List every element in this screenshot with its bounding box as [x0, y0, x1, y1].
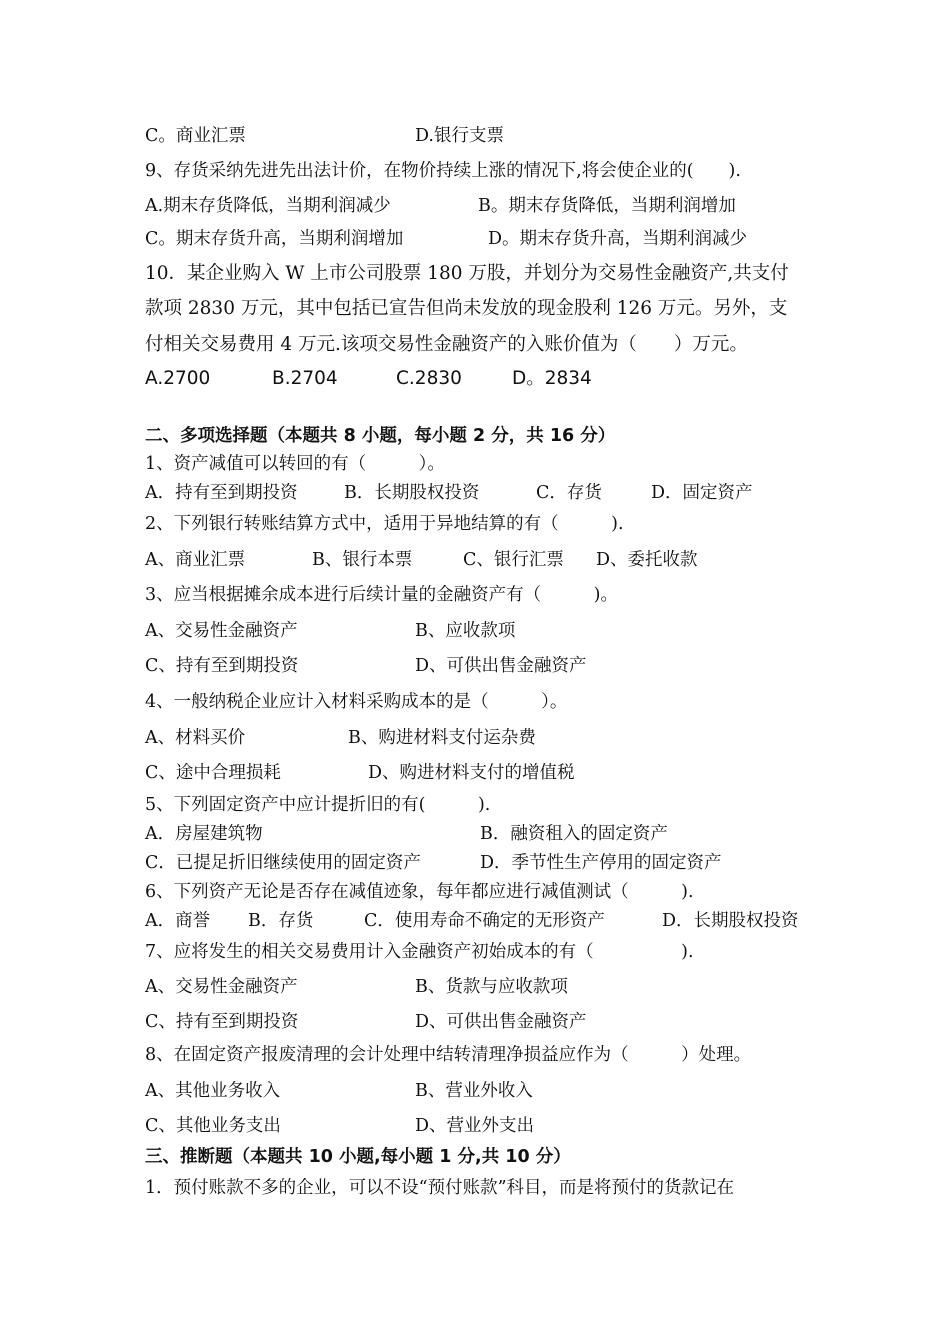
s2-q8-stem: 8、在固定资产报废清理的会计处理中结转清理净损益应作为（ ）处理。	[145, 1045, 752, 1065]
s2-q4-option-d: D、购进材料支付的增值税	[368, 763, 575, 783]
s2-q7-option-d: D、可供出售金融资产	[415, 1012, 587, 1032]
s2-q5-option-b: B．融资租入的固定资产	[480, 824, 668, 844]
s3-q1-line-1: 1．预付账款不多的企业，可以不设“预付账款”科目，而是将预付的货款记在	[145, 1178, 735, 1198]
s2-q2-option-c: C、银行汇票	[463, 550, 564, 570]
s2-q1-option-c: C．存货	[536, 483, 602, 503]
s2-q3-option-b: B、应收款项	[415, 621, 516, 641]
q8-option-d: D.银行支票	[415, 126, 504, 146]
s2-q1-option-b: B．长期股权投资	[344, 483, 480, 503]
section-2-heading: 二、多项选择题（本题共 8 小题，每小题 2 分，共 16 分）	[145, 426, 616, 446]
q9-option-b: B。期末存货降低，当期利润增加	[478, 196, 736, 216]
s2-q3-option-c: C、持有至到期投资	[145, 656, 299, 676]
s2-q7-option-a: A、交易性金融资产	[145, 977, 298, 997]
s2-q3-stem: 3、应当根据摊余成本进行后续计量的金融资产有（ )。	[145, 585, 618, 605]
s2-q7-stem: 7、应将发生的相关交易费用计入金融资产初始成本的有（ ).	[145, 942, 694, 962]
s2-q4-option-b: B、购进材料支付运杂费	[348, 728, 536, 748]
s2-q7-option-b: B、货款与应收款项	[415, 977, 568, 997]
s2-q2-stem: 2、下列银行转账结算方式中，适用于异地结算的有（ ).	[145, 514, 624, 534]
q10-option-c: C.2830	[396, 368, 462, 389]
s2-q4-option-c: C、途中合理损耗	[145, 763, 281, 783]
q10-option-a: A.2700	[145, 368, 211, 389]
s2-q1-option-a: A．持有至到期投资	[145, 483, 298, 503]
s2-q4-option-a: A、材料买价	[145, 728, 246, 748]
s2-q7-option-c: C、持有至到期投资	[145, 1012, 299, 1032]
s2-q5-option-c: C．已提足折旧继续使用的固定资产	[145, 853, 421, 873]
s2-q8-option-d: D、营业外支出	[415, 1116, 535, 1136]
s2-q6-option-c: C．使用寿命不确定的无形资产	[364, 911, 605, 931]
q8-option-c: C。商业汇票	[145, 126, 246, 146]
s2-q5-stem: 5、下列固定资产中应计提折旧的有( ).	[145, 795, 491, 815]
q10-option-b: B.2704	[272, 368, 338, 389]
s2-q3-option-d: D、可供出售金融资产	[415, 656, 587, 676]
s2-q2-option-d: D、委托收款	[596, 550, 698, 570]
s2-q6-stem: 6、下列资产无论是否存在减值迹象，每年都应进行减值测试（ ).	[145, 882, 694, 902]
section-3-heading: 三、推断题（本题共 10 小题,每小题 1 分,共 10 分）	[145, 1147, 571, 1167]
s2-q3-option-a: A、交易性金融资产	[145, 621, 298, 641]
s2-q6-option-b: B．存货	[248, 911, 314, 931]
q10-line-1: 10．某企业购入 W 上市公司股票 180 万股，并划分为交易性金融资产,共支付	[145, 263, 789, 284]
s2-q6-option-a: A．商誉	[145, 911, 211, 931]
q9-option-a: A.期末存货降低，当期利润减少	[145, 196, 391, 216]
s2-q1-option-d: D．固定资产	[651, 483, 753, 503]
s2-q4-stem: 4、一般纳税企业应计入材料采购成本的是（ ）。	[145, 692, 568, 712]
s2-q5-option-d: D．季节性生产停用的固定资产	[480, 853, 722, 873]
s2-q8-option-a: A、其他业务收入	[145, 1081, 281, 1101]
s2-q2-option-a: A、商业汇票	[145, 550, 246, 570]
s2-q5-option-a: A．房屋建筑物	[145, 824, 263, 844]
s2-q1-stem: 1、资产减值可以转回的有（ ）。	[145, 454, 445, 474]
q9-option-c: C。期末存货升高，当期利润增加	[145, 229, 404, 249]
q10-option-d: D。2834	[512, 368, 592, 389]
s2-q8-option-c: C、其他业务支出	[145, 1116, 281, 1136]
s2-q2-option-b: B、银行本票	[312, 550, 413, 570]
q10-line-2: 款项 2830 万元，其中包括已宣告但尚未发放的现金股利 126 万元。另外，支	[145, 298, 788, 319]
s2-q6-option-d: D．长期股权投资	[662, 911, 799, 931]
q10-line-3: 付相关交易费用 4 万元.该项交易性金融资产的入账价值为（ ）万元。	[145, 334, 748, 355]
q9-stem: 9、存货采纳先进先出法计价，在物价持续上涨的情况下,将会使企业的( ).	[145, 161, 741, 181]
s2-q8-option-b: B、营业外收入	[415, 1081, 533, 1101]
q9-option-d: D。期末存货升高，当期利润减少	[488, 229, 748, 249]
